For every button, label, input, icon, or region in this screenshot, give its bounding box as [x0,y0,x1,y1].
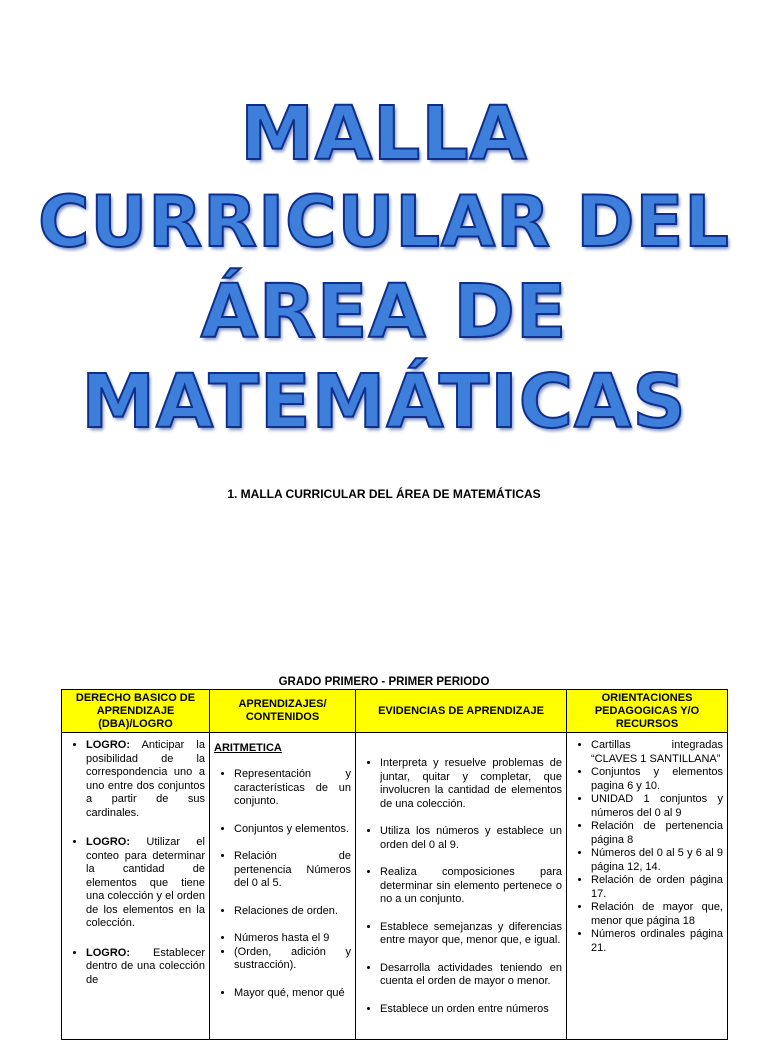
recursos-cell [567,733,728,1040]
table-header-row [62,690,728,733]
list-item: • Relación de mayor que, menor que página 18 [591,901,723,928]
header-recursos: ORIENTACIONES PEDAGOGICAS Y/O RECURSOS [567,690,728,733]
table-row [62,733,728,1040]
header-dba: DERECHO BASICO DE APRENDIZAJE (DBA)/LOGRO [62,690,210,733]
list-item: • LOGRO: Establecer dentro de una colección de [86,947,205,988]
grade-period-heading: GRADO PRIMERO - PRIMER PERIODO [278,676,490,688]
list-item: • Relación de pertenencia página 8 [591,820,723,847]
list-item: • Representación y características de un conjunto. [234,768,351,809]
list-item: • Interpreta y resuelve problemas de juntar, quitar y completar, que involucren la cantidad de elementos de una colección. [380,757,562,811]
list-item: • Realiza composiciones para determinar sin elemento pertenece o no a un conjunto. [380,866,562,907]
list-item: • (Orden, adición y sustracción). [234,946,351,973]
list-item: • Relación de orden página 17. [591,874,723,901]
list-item: • Utiliza los números y establece un orden del 0 al 9. [380,825,562,852]
title-line-4: MATEMÁTICAS [81,359,687,445]
list-item: • Números hasta el 9 [234,932,351,946]
list-item: • Relaciones de orden. [234,905,351,919]
list-item: • LOGRO: Utilizar el conteo para determinar la cantidad de elementos que tiene una colección y el orden de los elementos en la colección. [86,836,205,931]
list-item: • Relación de pertenencia Números del 0 al 5. [234,850,351,891]
contenidos-cell [210,733,356,1040]
curriculum-table [61,689,728,1040]
list-item: • Establece semejanzas y diferencias entre mayor que, menor que, e igual. [380,921,562,948]
header-contenidos: APRENDIZAJES/ CONTENIDOS [210,690,356,733]
evidencias-cell [356,733,567,1040]
header-evidencias: EVIDENCIAS DE APRENDIZAJE [356,690,567,733]
title-line-3: ÁREA DE [200,269,568,355]
list-item: • Conjuntos y elementos. [234,823,351,837]
section-heading: 1. MALLA CURRICULAR DEL ÁREA DE MATEMÁTICAS [227,487,541,501]
title-line-2: CURRICULAR DEL [38,181,730,263]
list-item: • Mayor qué, menor qué [234,987,351,1001]
logros-cell [62,733,210,1040]
list-item: • Números del 0 al 5 y 6 al 9 página 12, 14. [591,847,723,874]
list-item: • Cartillas integradas “CLAVES 1 SANTILLANA” [591,739,723,766]
list-item: • Desarrolla actividades teniendo en cuenta el orden de mayor o menor. [380,962,562,989]
list-item: • UNIDAD 1 conjuntos y números del 0 al 9 [591,793,723,820]
contenidos-heading: ARITMETICA [214,742,282,754]
list-item: • Números ordinales página 21. [591,928,723,955]
list-item: • LOGRO: Anticipar la posibilidad de la correspondencia uno a uno entre dos conjuntos a partir de sus cardinales. [86,739,205,820]
list-item: • Establece un orden entre números [380,1003,562,1017]
list-item: • Conjuntos y elementos pagina 6 y 10. [591,766,723,793]
title-line-1: MALLA [240,91,528,177]
